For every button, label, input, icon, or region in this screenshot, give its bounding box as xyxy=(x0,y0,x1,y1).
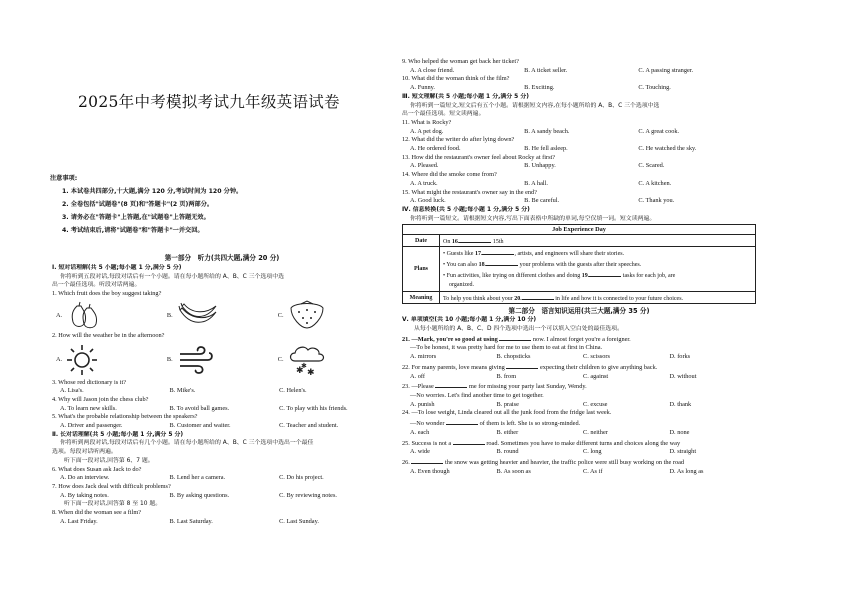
q21-options xyxy=(402,353,756,362)
svg-text:✱: ✱ xyxy=(300,361,307,370)
q23-option-c[interactable]: C. excuse xyxy=(583,400,608,408)
q22-option-b[interactable]: B. from xyxy=(496,372,517,380)
q9-options xyxy=(402,67,756,76)
q22-options xyxy=(402,373,756,382)
blank-19-number: 19. xyxy=(581,273,590,280)
q26-text: 26. xyxy=(402,458,410,466)
q2-option-a[interactable] xyxy=(56,343,167,377)
q24-option-b[interactable]: B. either xyxy=(496,428,519,436)
q5-option-c[interactable]: C. Teacher and student. xyxy=(279,422,339,430)
blank-24[interactable] xyxy=(446,418,478,425)
question-11: 11. What is Rocky? xyxy=(402,118,452,126)
q25-option-b[interactable]: B. round xyxy=(496,448,519,456)
q3-option-a[interactable]: A. Lisa's. xyxy=(60,387,84,395)
q12-options xyxy=(402,145,756,154)
q26-option-a[interactable]: A. Even though xyxy=(410,467,450,475)
q13-option-b[interactable]: B. Unhappy. xyxy=(524,162,556,170)
svg-text:✱: ✱ xyxy=(306,367,315,377)
note-item: 2. 全卷包括"试题卷"(8 页)和"答题卡"(2 页)两部分。 xyxy=(62,201,214,208)
question-23 xyxy=(402,381,756,392)
q10-option-b[interactable]: B. Exciting. xyxy=(524,84,555,92)
plan-1-suffix: , artists, and engineers will share their stories. xyxy=(514,251,625,258)
q3-option-b[interactable]: B. Mike's. xyxy=(169,387,196,395)
svg-text:✱: ✱ xyxy=(295,365,304,376)
q1-option-b[interactable] xyxy=(167,300,278,330)
exam-title: 2025年中考模拟考试九年级英语试卷 xyxy=(78,93,340,111)
section2-instructions: 你将听到两段对话,每段对话后有几个小题。请在每小题所给的 A、B、C 三个选项中选出一个最佳 xyxy=(60,440,314,447)
q11-option-a[interactable]: A. A pet dog. xyxy=(410,127,444,135)
notes-section xyxy=(50,172,380,237)
q21-text: 21. —Mark, you're so good at using xyxy=(402,335,498,343)
question-13: 13. How did the restaurant's owner feel about Rocky at first? xyxy=(402,153,556,161)
blank-18[interactable] xyxy=(486,259,518,266)
q25-text: 25. Success is not a xyxy=(402,439,452,447)
blank-17[interactable] xyxy=(482,248,514,255)
q25-option-c[interactable]: C. long xyxy=(583,448,602,456)
q1-option-a[interactable] xyxy=(56,300,167,330)
snow-cloud-icon xyxy=(287,343,327,377)
q4-option-b[interactable]: B. To avoid ball games. xyxy=(169,404,230,412)
part2-heading: 第二部分 语言知识运用(共三大题,满分 35 分) xyxy=(508,307,650,316)
right-column xyxy=(402,58,756,476)
note-item: 3. 请务必在"答题卡"上答题,在"试题卷"上答题无效。 xyxy=(62,214,210,221)
blank-19[interactable] xyxy=(589,270,621,277)
q15-option-a[interactable]: A. Good luck. xyxy=(410,197,446,205)
q15-options xyxy=(402,197,756,206)
q5-options xyxy=(52,422,392,431)
question-21 xyxy=(402,334,756,345)
plan-3-suffix: tasks for each job, are xyxy=(622,273,676,280)
option-label: B. xyxy=(166,356,173,364)
note-item: 1. 本试卷共四部分,十大题,满分 120 分,考试时间为 120 分钟。 xyxy=(62,188,243,195)
table-meaning-row xyxy=(440,292,756,304)
q24-options xyxy=(402,429,756,438)
q11-option-c[interactable]: C. A great cook. xyxy=(638,127,680,135)
question-14: 14. Where did the smoke come from? xyxy=(402,171,497,179)
question-8: 8. When did the woman see a film? xyxy=(52,509,142,517)
section3-heading: Ⅲ. 短文理解(共 5 小题;每小题 1 分,满分 5 分) xyxy=(402,93,529,100)
question-15: 15. What might the restaurant's owner say in the end? xyxy=(402,188,537,196)
q13-option-a[interactable]: A. Pleased. xyxy=(410,162,439,170)
q14-option-b[interactable]: B. A hall. xyxy=(524,179,548,187)
option-label: C. xyxy=(277,356,284,364)
left-column xyxy=(52,253,392,526)
q15-option-b[interactable]: B. Be careful. xyxy=(524,197,560,205)
pear-icon xyxy=(65,300,105,330)
blank-20[interactable] xyxy=(522,293,554,300)
q22-option-d[interactable]: D. without xyxy=(669,372,697,380)
blank-16[interactable] xyxy=(459,236,491,243)
option-label: A. xyxy=(56,311,63,319)
q3-options xyxy=(52,387,392,396)
sun-icon xyxy=(65,343,99,377)
q4-option-a[interactable]: A. To learn new skills. xyxy=(60,404,117,412)
q5-option-b[interactable]: B. Customer and waiter. xyxy=(169,422,231,430)
option-label: C. xyxy=(277,311,284,319)
q7-option-c[interactable]: C. By reviewing notes. xyxy=(279,491,337,499)
option-label: A. xyxy=(56,356,63,364)
q1-pictures xyxy=(52,299,392,332)
banana-icon xyxy=(176,300,220,330)
q26-options xyxy=(402,468,756,477)
question-2: 2. How will the weather be in the afternoon? xyxy=(52,331,165,339)
section2-heading: Ⅱ. 长对话理解(共 5 小题;每小题 1 分,满分 5 分) xyxy=(52,431,184,438)
q25-option-d[interactable]: D. straight xyxy=(669,448,697,456)
section2-instructions-cont: 选项。每段对话听两遍。 xyxy=(52,449,117,456)
q3-option-c[interactable]: C. Helen's. xyxy=(279,387,307,395)
date-prefix: On xyxy=(443,239,451,246)
q8-option-b[interactable]: B. Last Saturday. xyxy=(169,517,213,525)
q23-text-cont: me for missing your party last Sunday, Wendy. xyxy=(469,383,587,391)
q8-option-c[interactable]: C. Last Sunday. xyxy=(279,517,319,525)
option-label: B. xyxy=(166,311,173,319)
notes-heading: 注意事项: xyxy=(50,175,78,182)
q4-option-c[interactable]: C. To play with his friends. xyxy=(279,404,348,412)
q10-option-c[interactable]: C. Touching. xyxy=(638,84,671,92)
q14-option-c[interactable]: C. A kitchen. xyxy=(638,179,672,187)
section3-instructions-cont: 出一个最佳选项。短文读两遍。 xyxy=(402,111,485,118)
plan-2-suffix: your problems with the guests after their speeches. xyxy=(519,262,642,269)
q26-text-cont: the snow was getting heavier and heavier, the traffic police were still busy working on the road xyxy=(445,458,685,466)
q25-options xyxy=(402,448,756,457)
question-1: 1. Which fruit does the boy suggest taking? xyxy=(52,290,162,298)
blank-23[interactable] xyxy=(435,381,467,388)
blank-26[interactable] xyxy=(411,457,443,464)
q12-option-c[interactable]: C. He watched the sky. xyxy=(638,145,697,153)
table-date-row xyxy=(440,235,756,247)
q7-option-b[interactable]: B. By asking questions. xyxy=(169,491,230,499)
q2-option-c[interactable] xyxy=(278,343,389,377)
question-4: 4. Why will Jason join the chess club? xyxy=(52,395,149,403)
q6-option-a[interactable]: A. Do an interview. xyxy=(60,474,110,482)
q11-option-b[interactable]: B. A sandy beach. xyxy=(524,127,570,135)
q26-option-b[interactable]: B. As soon as xyxy=(496,467,531,475)
q8-options xyxy=(52,518,392,527)
job-experience-table xyxy=(402,224,756,304)
table-key-plans: Plans xyxy=(403,247,440,292)
table-key-date: Date xyxy=(403,235,440,247)
q21-option-d[interactable]: D. forks xyxy=(669,353,691,361)
q22-option-c[interactable]: C. against xyxy=(583,372,609,380)
q12-option-b[interactable]: B. He fell asleep. xyxy=(524,145,568,153)
q12-option-a[interactable]: A. He ordered food. xyxy=(410,145,461,153)
q24-reply-cont: of them is left. She is so strong-minded. xyxy=(479,420,581,428)
plan-3-prefix: • Fun activities, like trying on different clothes and doing xyxy=(443,273,581,280)
blank-18-number: 18. xyxy=(478,262,487,269)
meaning-prefix: To help you think about your xyxy=(443,296,513,303)
section2-dialogue-note: 听下面一段对话,回答第 6、7 题。 xyxy=(64,457,154,464)
q21-option-c[interactable]: C. scissors xyxy=(583,353,610,361)
blank-16-number: 16. xyxy=(451,239,460,246)
q13-option-c[interactable]: C. Scared. xyxy=(638,162,665,170)
note-item: 4. 考试结束后,请将"试题卷"和"答题卡"一并交回。 xyxy=(62,227,204,234)
q22-option-a[interactable]: A. off xyxy=(410,372,425,380)
q11-options xyxy=(402,128,756,137)
q24-reply-text: —No wonder xyxy=(410,420,445,428)
question-7: 7. How does Jack deal with difficult problems? xyxy=(52,482,171,490)
q24-reply xyxy=(402,418,756,429)
q24-option-d[interactable]: D. none xyxy=(669,428,690,436)
plan-3-continued: organized. xyxy=(449,282,475,289)
section1-instructions: 你将听到五段对话,每段对话后有一个小题。请在每小题所给的 A、B、C 三个选项中选 xyxy=(60,273,284,280)
q10-option-a[interactable]: A. Funny. xyxy=(410,84,435,92)
plan-1-prefix: • Guests like xyxy=(443,251,474,258)
wind-icon xyxy=(176,345,214,375)
q7-options xyxy=(52,492,392,501)
q9-option-c[interactable]: C. A passing stranger. xyxy=(638,66,694,74)
question-3: 3. Whose red dictionary is it? xyxy=(52,378,127,386)
strawberry-icon xyxy=(287,300,327,330)
q15-option-c[interactable]: C. Thank you. xyxy=(638,197,675,205)
q22-text-cont: expecting their children to give anything back. xyxy=(540,363,658,371)
plan-2-prefix: • You can also xyxy=(443,262,478,269)
q23-option-b[interactable]: B. praise xyxy=(496,400,519,408)
blank-22[interactable] xyxy=(506,362,538,369)
q23-options xyxy=(402,401,756,410)
q6-option-c[interactable]: C. Do his project. xyxy=(279,474,324,482)
question-25 xyxy=(402,438,756,449)
q26-option-d[interactable]: D. As long as xyxy=(669,467,704,475)
section4-instructions: 你将听到一篇短文。请根据短文内容,写出下面表格中所缺的单词,每空仅填一词。短文读两遍。 xyxy=(410,215,656,222)
question-5: 5. What's the probable relationship between the speakers? xyxy=(52,413,198,421)
table-plans-row xyxy=(440,247,756,292)
blank-21[interactable] xyxy=(499,334,531,341)
q23-option-d[interactable]: D. thank xyxy=(669,400,692,408)
q5-option-a[interactable]: A. Driver and passenger. xyxy=(60,422,123,430)
q10-options xyxy=(402,84,756,93)
q9-option-b[interactable]: B. A ticket seller. xyxy=(524,66,568,74)
q23-option-a[interactable]: A. punish xyxy=(410,400,435,408)
table-key-meaning: Meaning xyxy=(403,292,440,304)
q24-option-c[interactable]: C. neither xyxy=(583,428,608,436)
q14-options xyxy=(402,180,756,189)
q23-text: 23. —Please xyxy=(402,383,434,391)
question-6: 6. What does Susan ask Jack to do? xyxy=(52,465,142,473)
question-24: 24. —To lose weight, Linda cleared out all the junk food from the fridge last week. xyxy=(402,409,612,417)
date-suffix: 15th xyxy=(492,239,504,246)
table-title: Job Experience Day xyxy=(403,225,756,235)
q8-option-a[interactable]: A. Last Friday. xyxy=(60,517,98,525)
q9-option-a[interactable]: A. A close friend. xyxy=(410,66,455,74)
q25-option-a[interactable]: A. wide xyxy=(410,448,430,456)
q25-text-cont: road. Sometimes you have to make different turns and choices along the way xyxy=(486,439,681,447)
q21-text-cont: now. I almost forget you're a foreigner. xyxy=(532,335,631,343)
section2-dialogue-note-2: 听下面一段对话,回答第 8 至 10 题。 xyxy=(64,501,162,508)
q21-option-a[interactable]: A. mirrors xyxy=(410,353,437,361)
blank-20-number: 20. xyxy=(514,296,522,303)
question-26 xyxy=(402,457,756,468)
q23-reply: —No worries. Let's find another time to get together. xyxy=(410,391,544,399)
q6-option-b[interactable]: B. Lend her a camera. xyxy=(169,474,226,482)
question-22 xyxy=(402,362,756,373)
q6-options xyxy=(52,474,392,483)
q26-option-c[interactable]: C. As if xyxy=(583,467,603,475)
q7-option-a[interactable]: A. By taking notes. xyxy=(60,491,109,499)
section3-instructions: 你将听到一篇短文,短文后有五个小题。请根据短文内容,在每小题所给的 A、B、C 三个选项中选 xyxy=(410,102,660,109)
q14-option-a[interactable]: A. A truck. xyxy=(410,179,438,187)
meaning-suffix: in life and how it is connected to your future choices. xyxy=(555,296,684,303)
q21-option-b[interactable]: B. chopsticks xyxy=(496,353,531,361)
blank-17-number: 17. xyxy=(474,251,483,258)
q24-option-a[interactable]: A. each xyxy=(410,428,430,436)
question-10: 10. What did the woman think of the film? xyxy=(402,75,510,83)
section5-instructions: 从每小题所给的 A、B、C、D 四个选项中选出一个可以填入空白处的最佳选项。 xyxy=(414,326,623,333)
q1-option-c[interactable] xyxy=(278,300,389,330)
blank-25[interactable] xyxy=(453,438,485,445)
part1-heading: 第一部分 听力(共四大题,满分 20 分) xyxy=(164,254,280,262)
question-9: 9. Who helped the woman get back her ticket? xyxy=(402,58,519,65)
section1-instructions-cont: 出一个最佳选项。听段对话两遍。 xyxy=(52,282,141,289)
question-12: 12. What did the writer do after lying down? xyxy=(402,136,515,144)
q4-options xyxy=(52,405,392,414)
q2-option-b[interactable] xyxy=(167,345,278,375)
q2-pictures xyxy=(52,341,392,379)
q22-text: 22. For many parents, love means giving xyxy=(402,363,505,371)
section5-heading: Ⅴ. 单项填空(共 10 小题;每小题 1 分,满分 10 分) xyxy=(402,317,537,324)
q21-reply: —To be honest, it was pretty hard for me to use them to eat at first in China. xyxy=(410,344,603,352)
section4-heading: Ⅳ. 信息转换(共 5 小题;每小题 1 分,满分 5 分) xyxy=(402,206,530,213)
section1-heading: Ⅰ. 短对话理解(共 5 小题;每小题 1 分,满分 5 分) xyxy=(52,265,182,271)
q13-options xyxy=(402,162,756,171)
